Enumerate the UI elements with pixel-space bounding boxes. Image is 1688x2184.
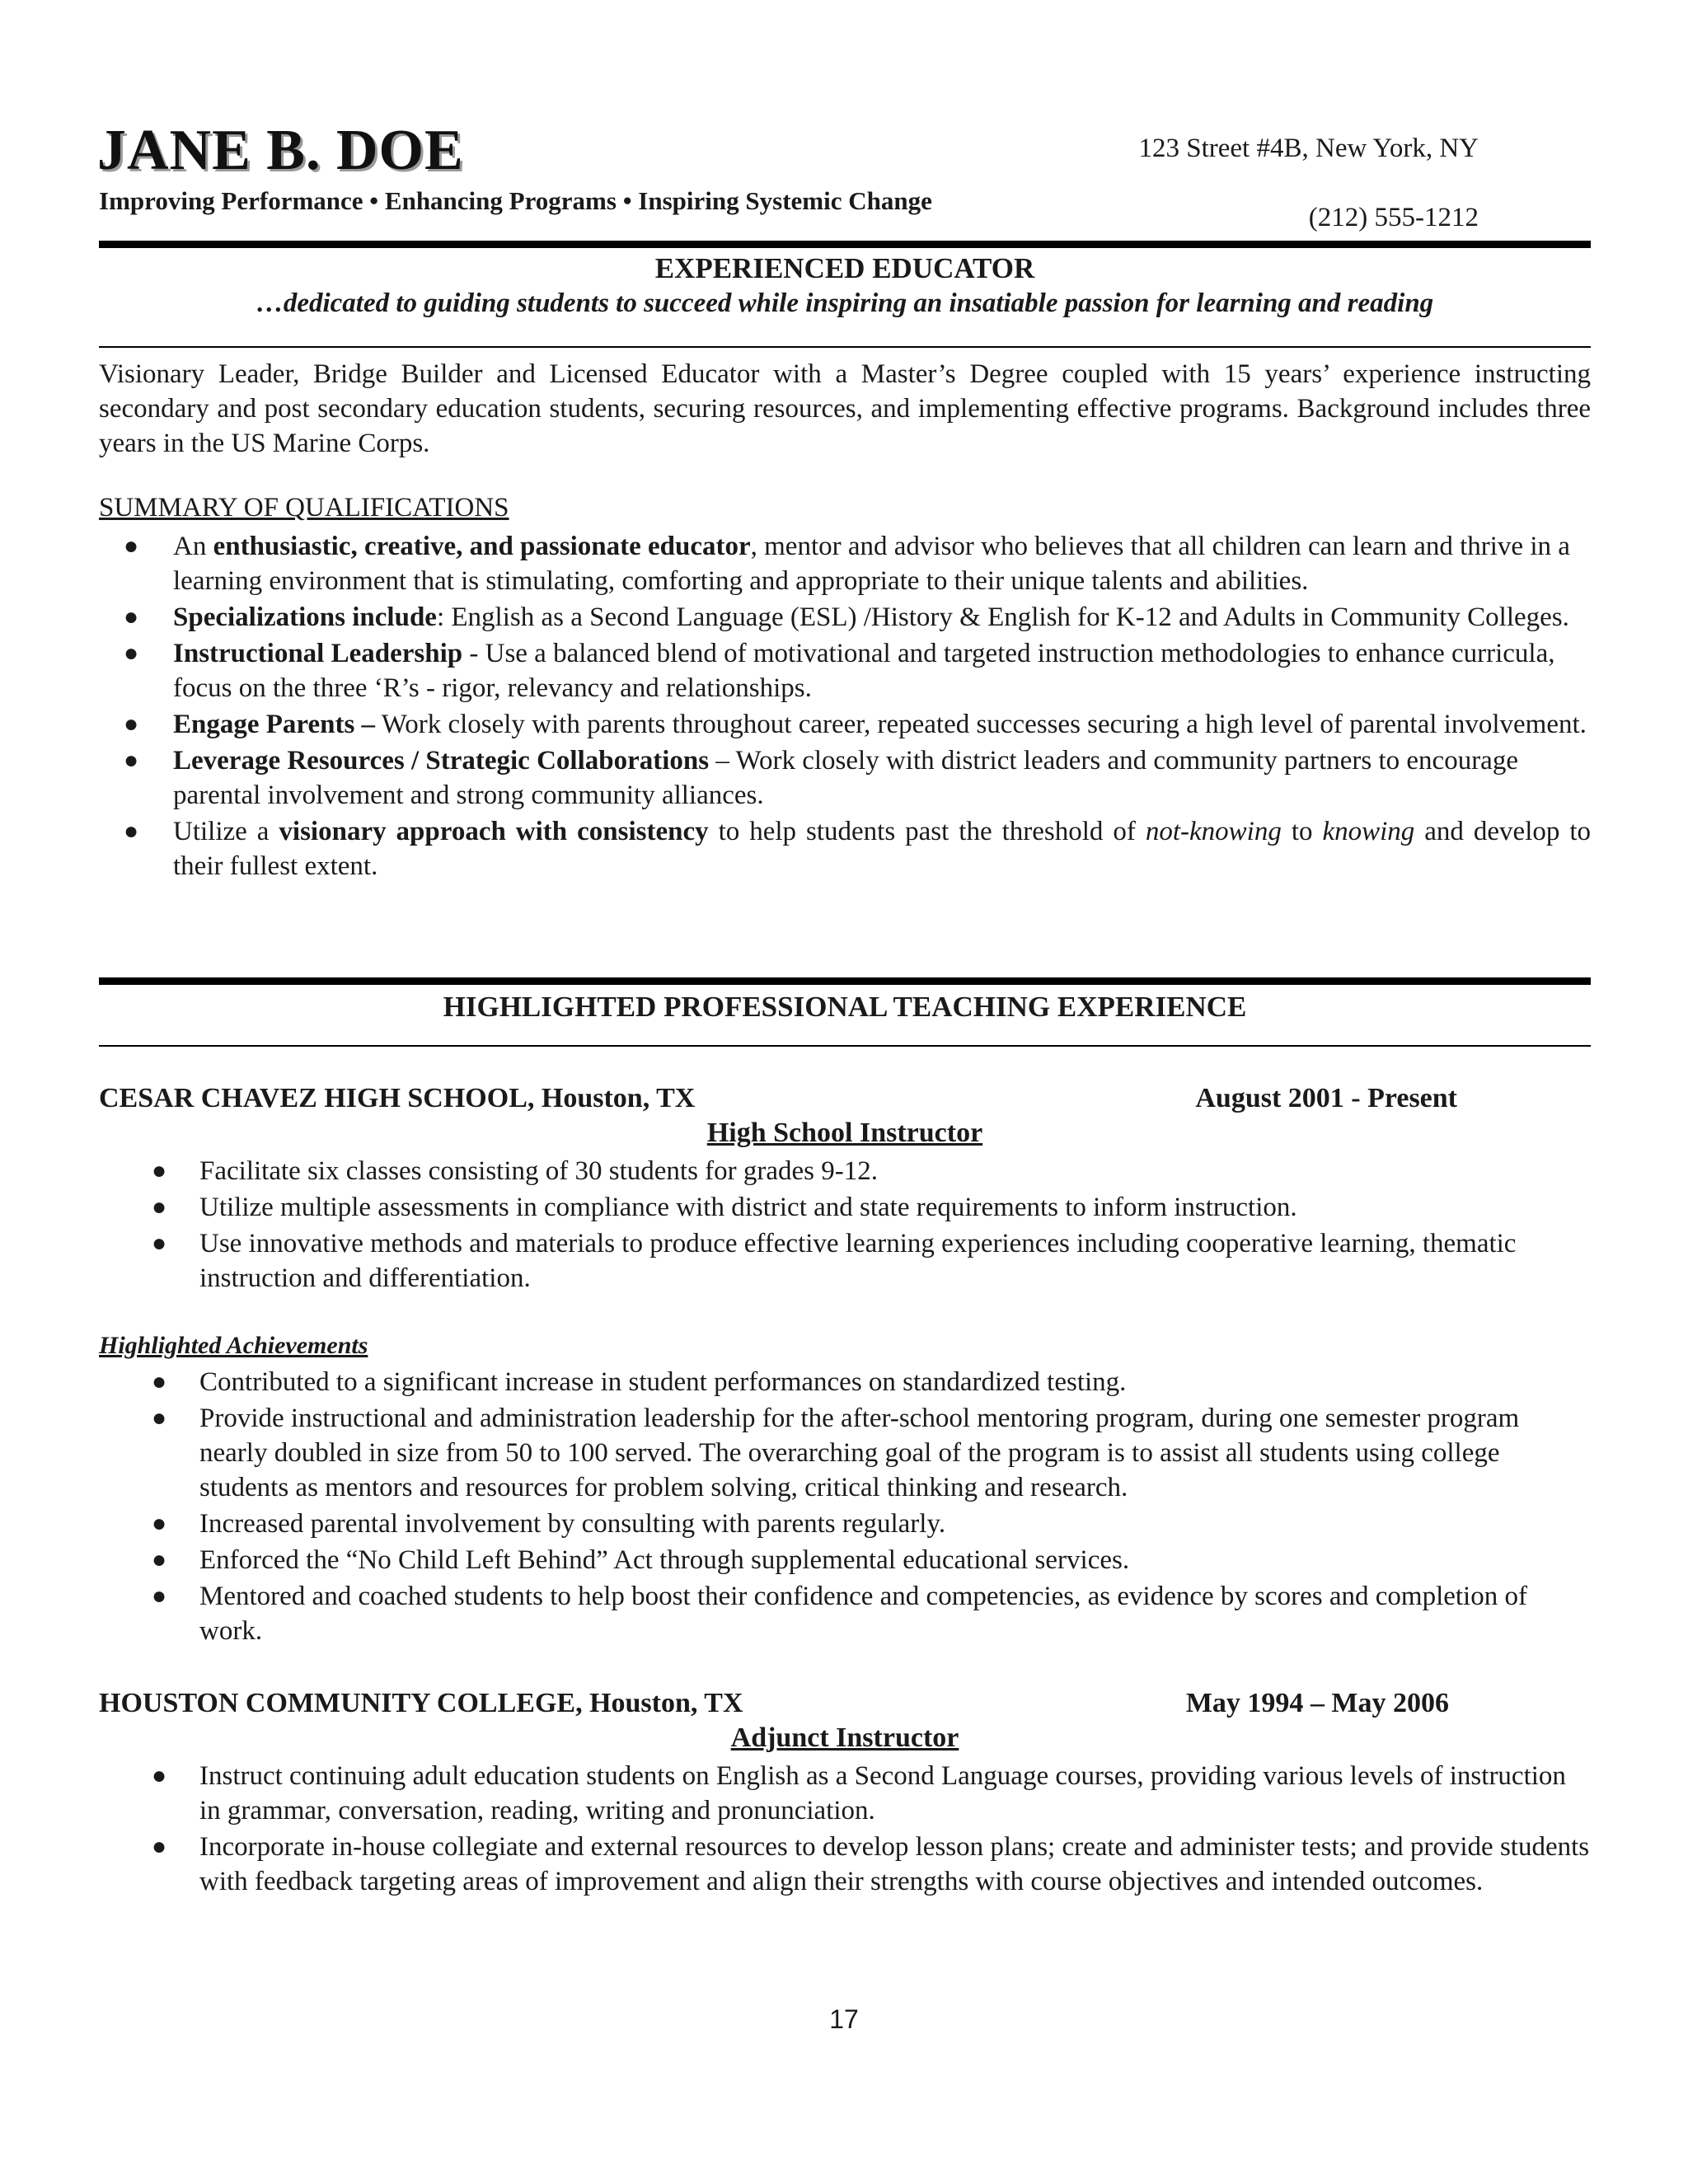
list-item: ● Leverage Resources / Strategic Collaborations – Work closely with district leaders and community partners to encourage parental involvement and strong community alliances. (99, 743, 1591, 813)
experience-divider-bottom (99, 1045, 1591, 1047)
list-item: ● Utilize multiple assessments in compliance with district and state requirements to inform instruction. (99, 1190, 1591, 1225)
qualifications-heading: SUMMARY OF QUALIFICATIONS (99, 493, 509, 523)
achievements-heading: Highlighted Achievements (99, 1332, 368, 1359)
page-number: 17 (829, 2004, 859, 2034)
list-item: ● Enforced the “No Child Left Behind” Act through supplemental educational services. (99, 1543, 1591, 1577)
bullet-icon: ● (152, 1762, 167, 1789)
bullet-icon: ● (152, 1582, 167, 1610)
contact-phone: (212) 555-1212 (1308, 203, 1479, 232)
list-item: ● Facilitate six classes consisting of 30 students for grades 9-12. (99, 1154, 1591, 1188)
bullet-icon: ● (152, 1510, 167, 1537)
list-item: ● Provide instructional and administration leadership for the after-school mentoring program, during one semester program nearly doubled in size from 50 to 100 served. The overarching goal of the program is to assist all students using college students as mentors and resources for problem solving, critical thinking and research. (99, 1401, 1591, 1505)
bullet-icon: ● (152, 1368, 167, 1395)
list-item: ● Utilize a visionary approach with consistency to help students past the threshold of not-knowing to knowing and develop to their fullest extent. (99, 814, 1591, 883)
employment-dates: August 2001 - Present (1195, 1083, 1457, 1113)
profile-summary: Visionary Leader, Bridge Builder and Licensed Educator with a Master’s Degree coupled with 15 years’ experience instructing secondary and post secondary education students, securing resources, and implementing effective programs. Background includes three years in the US Marine Corps. (99, 359, 1591, 458)
headline-title: EXPERIENCED EDUCATOR (654, 252, 1035, 284)
list-item: ● An enthusiastic, creative, and passionate educator, mentor and advisor who believes that all children can learn and thrive in a learning environment that is stimulating, comforting and appropriate to their unique talents and abilities. (99, 529, 1591, 598)
list-item: ● Incorporate in-house collegiate and external resources to develop lesson plans; create and administer tests; and provide students with feedback targeting areas of improvement and align their strengths with course objectives and intended outcomes. (99, 1830, 1591, 1899)
duties-list (99, 1759, 1591, 1900)
bullet-icon: ● (124, 603, 139, 630)
list-item: ● Mentored and coached students to help boost their confidence and competencies, as evidence by scores and completion of work. (99, 1579, 1591, 1648)
job-title: High School Instructor (706, 1118, 983, 1148)
employer-name: HOUSTON COMMUNITY COLLEGE, Houston, TX (99, 1688, 743, 1718)
bullet-icon: ● (124, 532, 139, 560)
bullet-icon: ● (152, 1833, 167, 1860)
list-item: ● Instructional Leadership - Use a balanced blend of motivational and targeted instruction methodologies to enhance curricula, focus on the three ‘R’s - rigor, relevancy and relationships. (99, 636, 1591, 705)
duties-list (99, 1154, 1591, 1297)
contact-address: 123 Street #4B, New York, NY (1138, 134, 1479, 163)
tagline: Improving Performance • Enhancing Programs • Inspiring Systemic Change (99, 186, 932, 215)
job-title: Adjunct Instructor (730, 1722, 959, 1753)
list-item: ● Instruct continuing adult education students on English as a Second Language courses, providing various levels of instruction in grammar, conversation, reading, writing and pronunciation. (99, 1759, 1591, 1828)
qualifications-list (99, 529, 1591, 885)
header-divider (99, 241, 1591, 248)
experience-divider-top (99, 977, 1591, 985)
bullet-icon: ● (124, 818, 139, 845)
candidate-name: JANE B. DOE (97, 119, 464, 182)
bullet-icon: ● (152, 1404, 167, 1432)
bullet-icon: ● (124, 747, 139, 774)
list-item: ● Contributed to a significant increase in student performances on standardized testing. (99, 1365, 1591, 1399)
bullet-icon: ● (152, 1193, 167, 1221)
bullet-icon: ● (152, 1546, 167, 1573)
list-item: ● Engage Parents – Work closely with parents throughout career, repeated successes securing a high level of parental involvement. (99, 707, 1591, 742)
bullet-icon: ● (124, 710, 139, 738)
headline-divider (99, 346, 1591, 348)
achievements-list (99, 1365, 1591, 1650)
bullet-icon: ● (124, 640, 139, 667)
bullet-icon: ● (152, 1230, 167, 1257)
headline-subtitle: …dedicated to guiding students to succeed while inspiring an insatiable passion for learning and reading (256, 288, 1434, 318)
list-item: ● Specializations include: English as a Second Language (ESL) /History & English for K-12 and Adults in Community Colleges. (99, 600, 1591, 635)
employment-dates: May 1994 – May 2006 (1185, 1688, 1449, 1718)
bullet-icon: ● (152, 1157, 167, 1184)
list-item: ● Increased parental involvement by consulting with parents regularly. (99, 1507, 1591, 1541)
list-item: ● Use innovative methods and materials to produce effective learning experiences including cooperative learning, thematic instruction and differentiation. (99, 1226, 1591, 1296)
experience-heading: HIGHLIGHTED PROFESSIONAL TEACHING EXPERIENCE (443, 991, 1247, 1023)
employer-name: CESAR CHAVEZ HIGH SCHOOL, Houston, TX (99, 1083, 696, 1113)
